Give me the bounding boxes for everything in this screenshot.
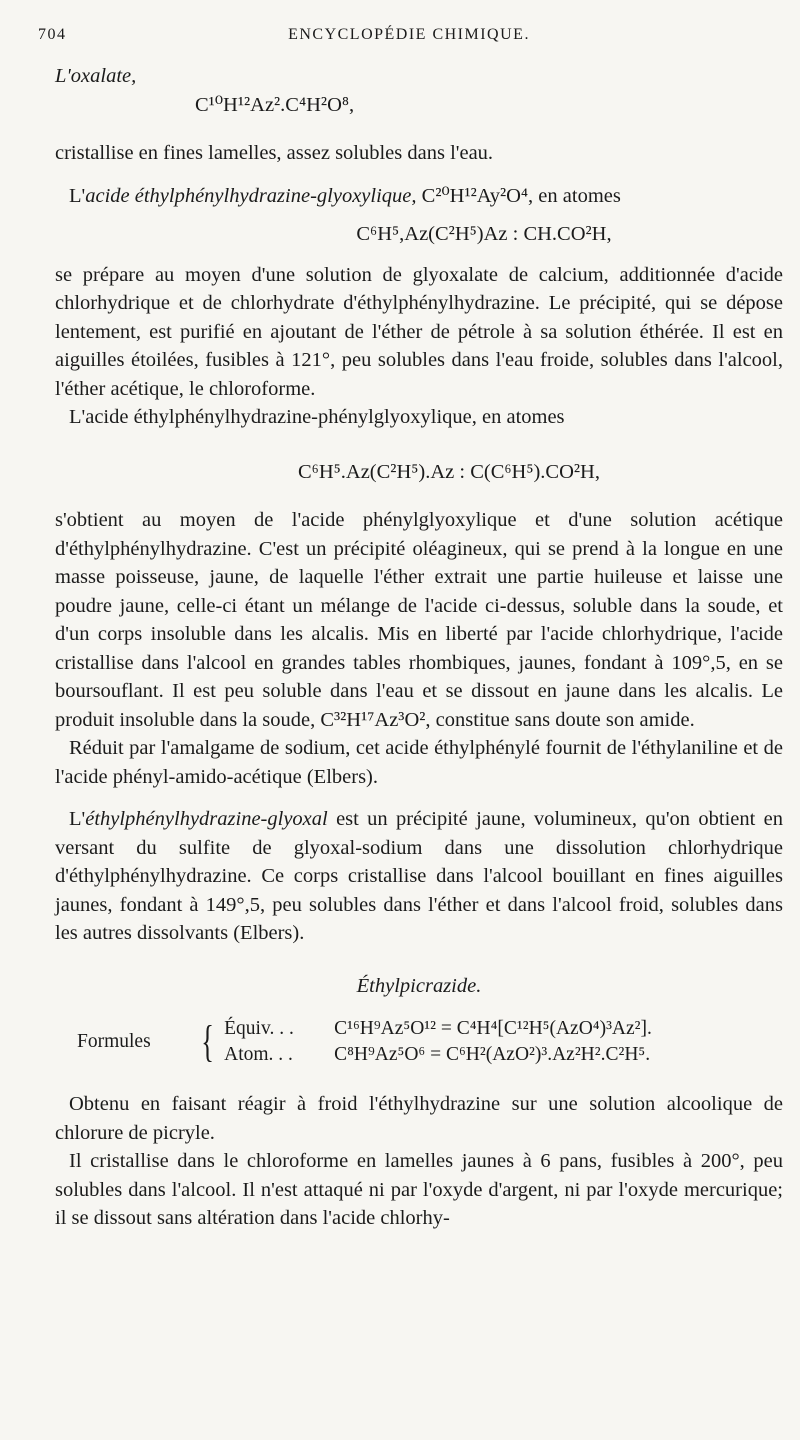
acid1-heading: L'acide éthylphénylhydrazine-glyoxylique, C²⁰H¹²Ay²O⁴, en atomes bbox=[69, 184, 621, 207]
formula-row-atom: Atom. . . C⁸H⁹Az⁵O⁶ = C⁶H²(AzO²)³.Az²H².C²H⁵. bbox=[224, 1044, 651, 1065]
formulas-table bbox=[77, 1016, 783, 1068]
acid1-formula: C⁶H⁵,Az(C²H⁵)Az : CH.CO²H, bbox=[356, 223, 612, 245]
acid2-reduction-paragraph: Réduit par l'amalgame de sodium, cet acide éthylphénylé fournit de l'éthylaniline et de l'acide phényl-amido-acétique (Elbers). bbox=[55, 737, 783, 788]
formula-row-equiv: Équiv. . . C¹⁶H⁹Az⁵O¹² = C⁴H⁴[C¹²H⁵(AzO⁴)³Az²]. bbox=[224, 1018, 652, 1039]
acid2-intro: L'acide éthylphénylhydrazine-phénylglyoxylique, en atomes bbox=[69, 406, 565, 428]
picrazide-paragraph-1: Obtenu en faisant réagir à froid l'éthylhydrazine sur une solution alcoolique de chlorure de picryle. bbox=[55, 1093, 783, 1144]
acid2-paragraph: s'obtient au moyen de l'acide phénylglyoxylique et d'une solution acétique d'éthylphénylhydrazine. C'est un précipité oléagineux, qui se prend à la longue en une masse poisseuse, jaune, de laquelle l'éther extrait une partie huileuse et laisse une poudre jaune, celle-ci étant un mélange de l'acide ci-dessus, soluble dans la soude, et d'un corps insoluble dans les alcalis. Mis en liberté par l'acide chlorhydrique, l'acide cristallise dans l'alcool en grandes tables rhombiques, jaunes, fondant à 109°,5, en se boursouflant. Il est peu soluble dans l'eau et se dissout en jaune dans les alcalis. Le produit insoluble dans la soude, C³²H¹⁷Az³O², constitue sans doute son amide. bbox=[55, 509, 783, 731]
page-number: 704 bbox=[38, 26, 67, 43]
oxalate-formula: C¹⁰H¹²Az².C⁴H²O⁸, bbox=[195, 93, 355, 116]
picrazide-paragraph-2: Il cristallise dans le chloroforme en lamelles jaunes à 6 pans, fusibles à 200°, peu solubles dans l'alcool. Il n'est attaqué ni par l'oxyde d'argent, ni par l'oxyde mercurique; il se dissout sans altération dans l'acide chlorhy- bbox=[55, 1150, 783, 1229]
running-title: ENCYCLOPÉDIE CHIMIQUE. bbox=[288, 26, 530, 43]
brace-glyph: { bbox=[201, 1017, 214, 1066]
formulas-label: Formules bbox=[77, 1030, 151, 1052]
page-body bbox=[55, 62, 783, 1233]
section-title-ethylpicrazide: Éthylpicrazide. bbox=[356, 974, 482, 997]
oxalate-paragraph: cristallise en fines lamelles, assez solubles dans l'eau. bbox=[55, 142, 494, 164]
acid2-formula: C⁶H⁵.Az(C²H⁵).Az : C(C⁶H⁵).CO²H, bbox=[298, 460, 600, 483]
glyoxal-paragraph: L'éthylphénylhydrazine-glyoxal est un précipité jaune, volumineux, qu'on obtient en versant du sulfite de glyoxal-sodium dans une dissolution chlorhydrique d'éthylphénylhydrazine. Ce corps cristallise dans l'alcool bouillant en fines aiguilles jaunes, fondant à 149°,5, peu solubles dans l'éther et dans l'alcool froid, solubles dans les autres dissolvants (Elbers). bbox=[55, 808, 783, 944]
oxalate-title: L'oxalate, bbox=[55, 65, 137, 87]
acid1-paragraph: se prépare au moyen d'une solution de glyoxalate de calcium, additionnée d'acide chlorhydrique et de chlorhydrate d'éthylphénylhydrazine. Le précipité, qui se dépose lentement, est purifié en ajoutant de l'éther de pétrole à sa solution éthérée. Il est en aiguilles étoilées, fusibles à 121°, peu solubles dans l'eau froide, solubles dans l'alcool, l'éther acétique, le chloroforme. bbox=[55, 263, 783, 400]
running-header bbox=[38, 26, 780, 50]
